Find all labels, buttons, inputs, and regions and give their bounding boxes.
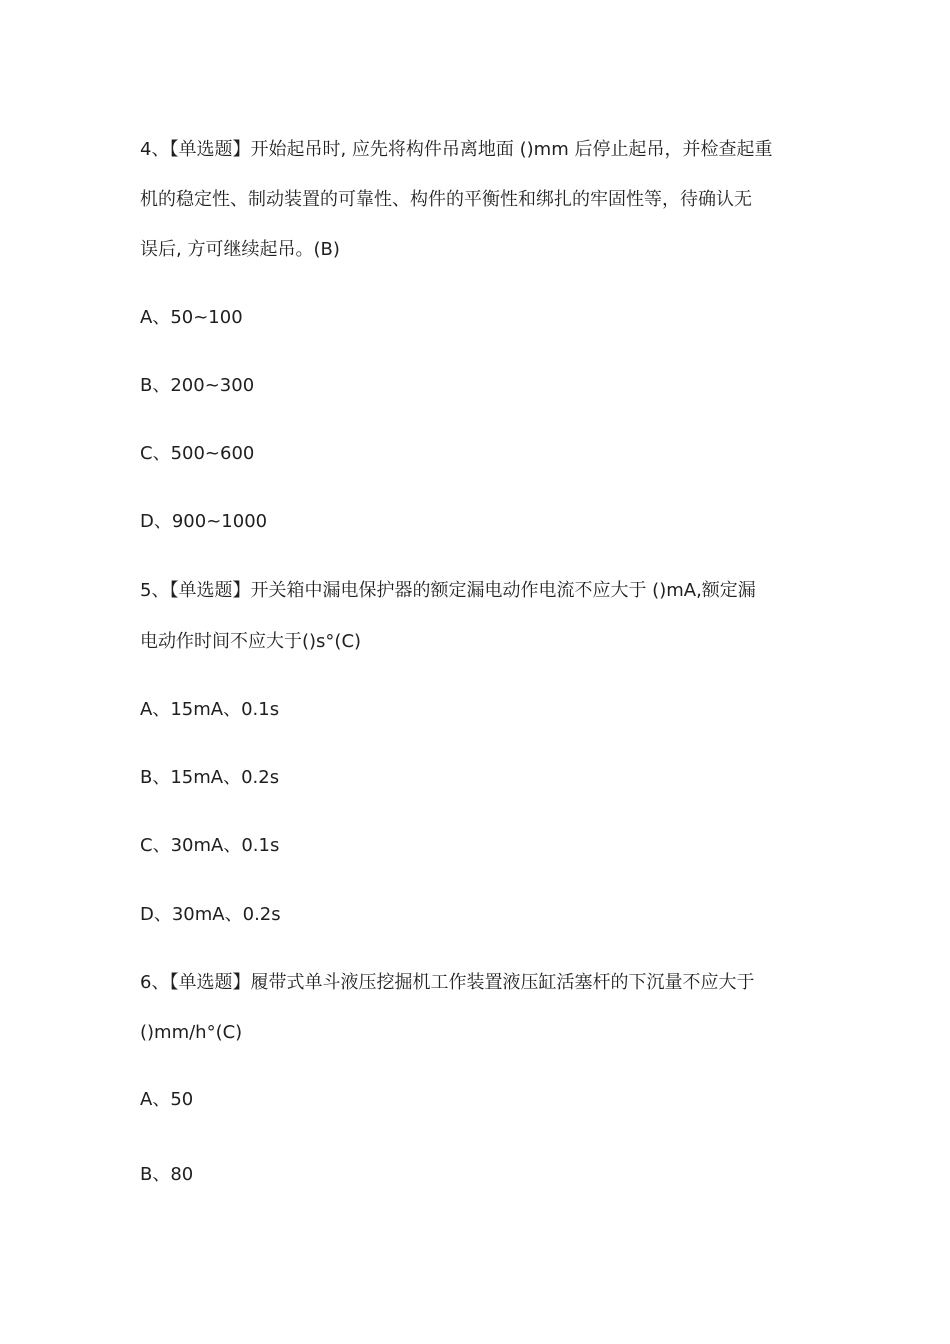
question-4-line-1 [140,137,772,163]
question-number: 5、 [140,580,170,601]
question-5-line-1 [140,578,756,604]
question-number: 4、 [140,139,170,160]
question-text: 开始起吊时, 应先将构件吊离地面 ()mm 后停止起吊，并检查起重 [250,139,773,160]
question-4-line-3: 误后, 方可继续起吊。(B) [140,239,340,260]
question-6-line-2: ()mm/h°(C) [140,1022,243,1043]
question-5-option-d: D、30mA、0.2s [140,904,281,925]
question-type: 【单选题】 [169,580,251,601]
question-4-option-b: B、200~300 [140,375,255,396]
question-5-option-a: A、15mA、0.1s [140,699,280,720]
question-4-option-c: C、500~600 [140,443,255,464]
question-6-option-b: B、80 [140,1164,194,1185]
question-4-option-d: D、900~1000 [140,511,268,532]
question-4-line-2: 机的稳定性、制动装置的可靠性、构件的平衡性和绑扎的牢固性等，待确认无 [140,189,752,210]
question-6-line-1 [140,970,754,996]
question-text: 履带式单斗液压挖掘机工作装置液压缸活塞杆的下沉量不应大于 [250,972,755,993]
question-6-option-a: A、50 [140,1089,194,1110]
question-type: 【单选题】 [169,139,251,160]
question-5-option-b: B、15mA、0.2s [140,767,280,788]
question-type: 【单选题】 [169,972,251,993]
question-5-option-c: C、30mA、0.1s [140,835,280,856]
question-4-option-a: A、50~100 [140,307,243,328]
question-number: 6、 [140,972,170,993]
question-text: 开关箱中漏电保护器的额定漏电动作电流不应大于 ()mA,额定漏 [250,580,756,601]
question-5-line-2: 电动作时间不应大于()s°(C) [140,631,362,652]
